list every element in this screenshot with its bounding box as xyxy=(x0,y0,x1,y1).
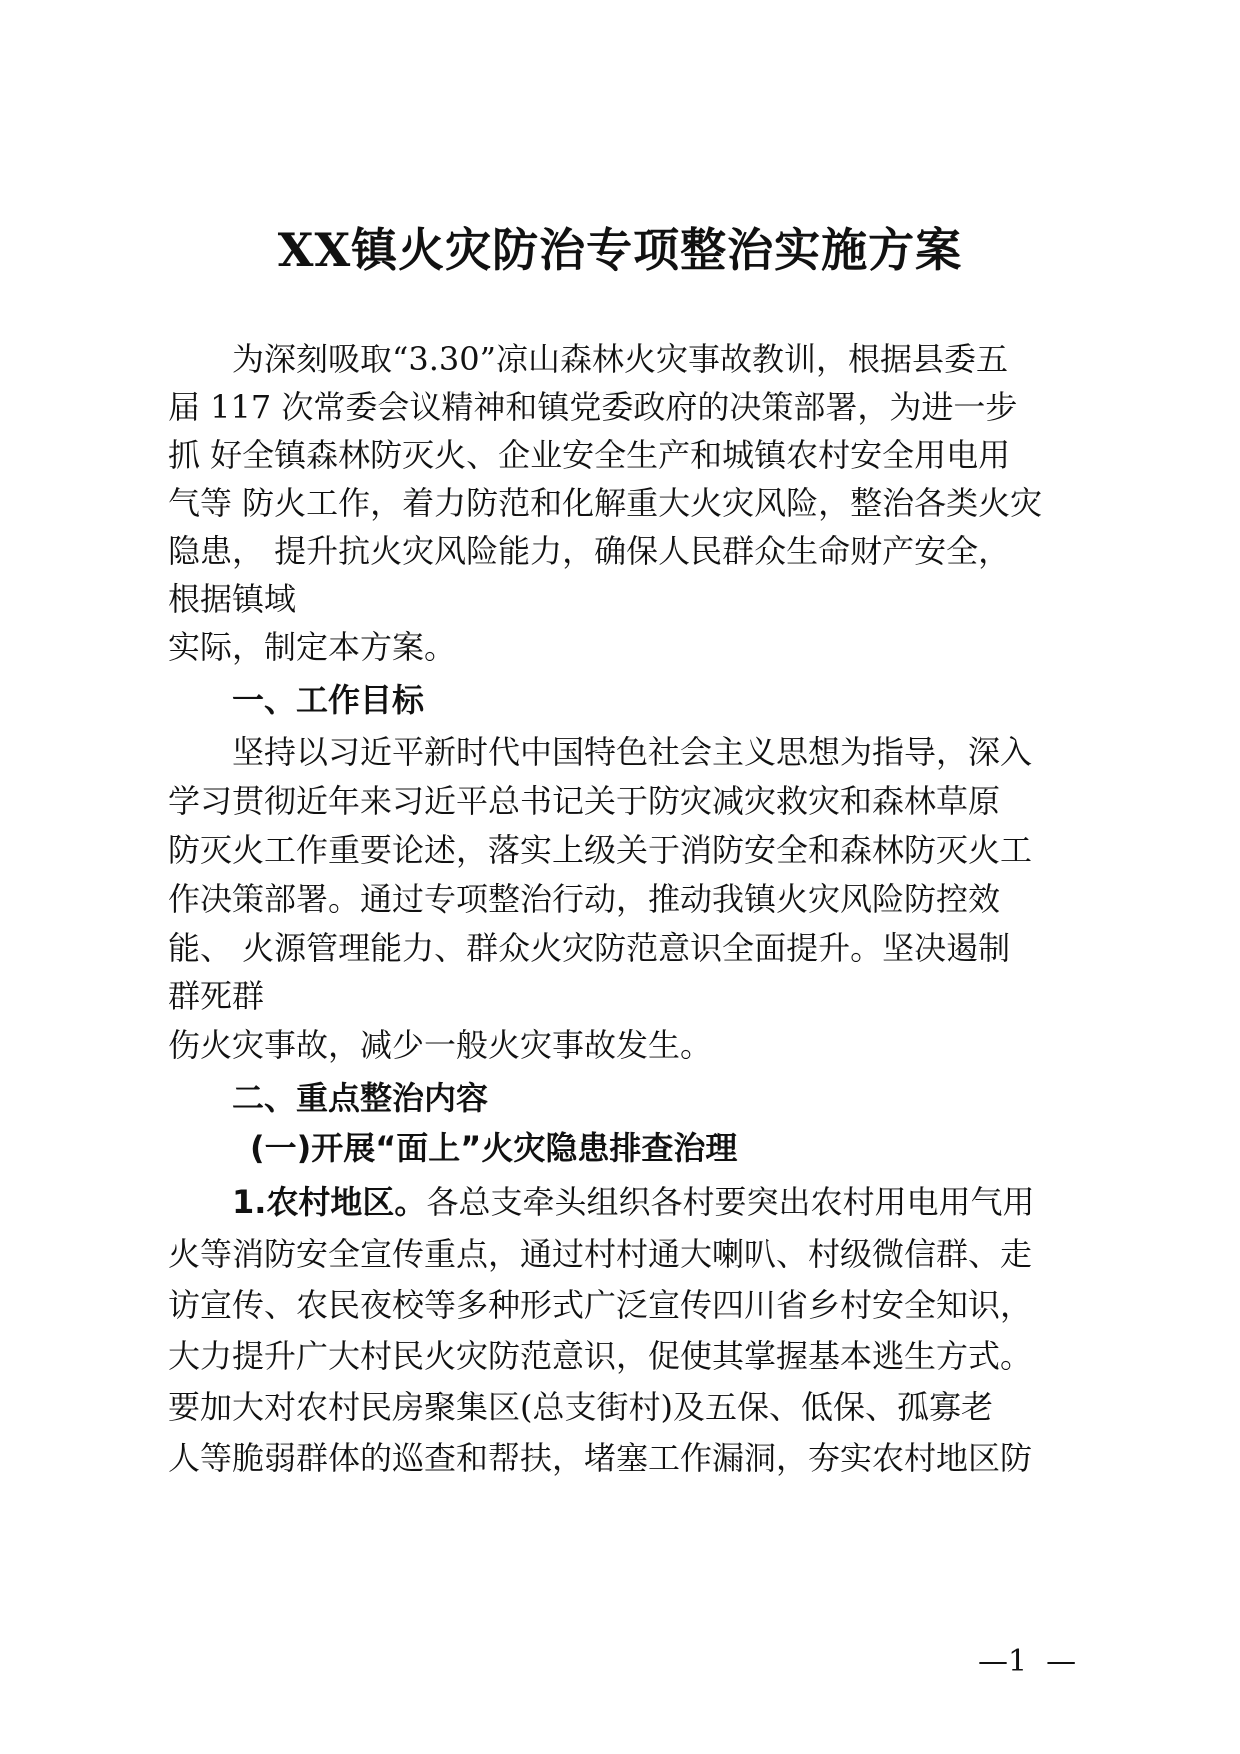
page-number: —1 — xyxy=(978,1644,1077,1679)
paragraph-line: 火等消防安全宣传重点，通过村村通大喇叭、村级微信群、走 xyxy=(168,1235,1033,1273)
paragraph-line: 人等脆弱群体的巡查和帮扶，堵塞工作漏洞，夯实农村地区防 xyxy=(168,1439,1033,1477)
paragraph-line-with-heading xyxy=(232,1180,1034,1224)
section-heading: 二、重点整治内容 xyxy=(232,1079,489,1117)
paragraph-line: 坚持以习近平新时代中国特色社会主义思想为指导，深入 xyxy=(232,733,1033,771)
paragraph-line: 根据镇域 xyxy=(168,580,297,618)
paragraph-line: 伤火灾事故，减少一般火灾事故发生。 xyxy=(168,1026,713,1064)
paragraph-line: 大力提升广大村民火灾防范意识，促使其掌握基本逃生方式。 xyxy=(168,1337,1033,1375)
paragraph-line: 群死群 xyxy=(168,977,265,1015)
paragraph-line: 气等 防火工作，着力防范和化解重大火灾风险，整治各类火灾 xyxy=(168,484,1043,522)
paragraph-line: 要加大对农村民房聚集区(总支街村)及五保、低保、孤寡老 xyxy=(168,1388,993,1426)
section-heading: 一、工作目标 xyxy=(232,681,425,719)
subsection-heading: (一)开展“面上”火灾隐患排查治理 xyxy=(250,1129,738,1167)
paragraph-line: 为深刻吸取“3.30”凉山森林火灾事故教训，根据县委五 xyxy=(232,340,1008,378)
item-heading: 1.农村地区。 xyxy=(232,1183,427,1221)
paragraph-line: 能、 火源管理能力、群众火灾防范意识全面提升。坚决遏制 xyxy=(168,929,1011,967)
paragraph-text: 各总支牵头组织各村要突出农村用电用气用 xyxy=(426,1183,1035,1221)
paragraph-line: 实际，制定本方案。 xyxy=(168,628,457,666)
paragraph-line: 作决策部署。通过专项整治行动，推动我镇火灾风险防控效 xyxy=(168,880,1001,918)
paragraph-line: 防灭火工作重要论述，落实上级关于消防安全和森林防灭火工 xyxy=(168,831,1033,869)
paragraph-line: 届 117 次常委会议精神和镇党委政府的决策部署，为进一步 xyxy=(168,388,1018,426)
paragraph-line: 隐患， 提升抗火灾风险能力，确保人民群众生命财产安全， xyxy=(168,532,1011,570)
paragraph-line: 抓 好全镇森林防灭火、企业安全生产和城镇农村安全用电用 xyxy=(168,436,1011,474)
paragraph-line: 学习贯彻近年来习近平总书记关于防灾减灾救灾和森林草原 xyxy=(168,782,1001,820)
document-title: XX镇火灾防治专项整治实施方案 xyxy=(277,223,963,277)
paragraph-line: 访宣传、农民夜校等多种形式广泛宣传四川省乡村安全知识， xyxy=(168,1286,1033,1324)
